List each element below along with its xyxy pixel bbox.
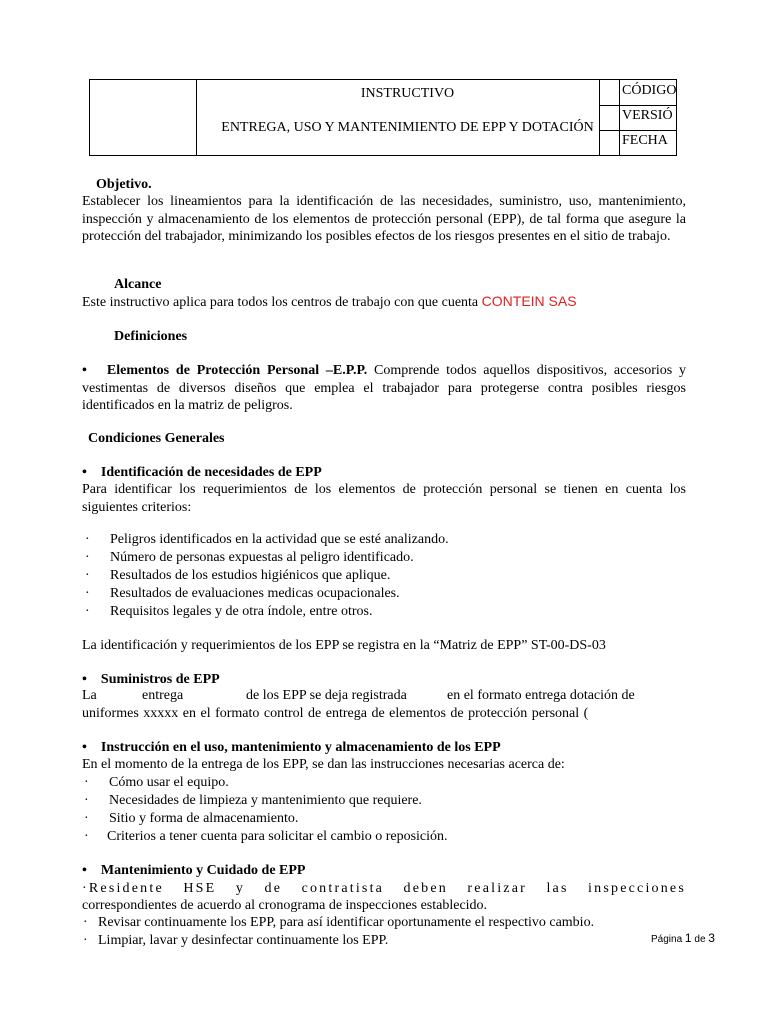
page-number: 1 — [684, 931, 692, 945]
doc-title: ENTREGA, USO Y MANTENIMIENTO DE EPP Y DOTACIÓN — [221, 120, 594, 135]
word-registrada: de los EPP se deja registrada — [246, 688, 407, 703]
mantenimiento-line2: correspondientes de acuerdo al cronograma de inspecciones establecido. — [82, 898, 488, 913]
meta-value-cells — [599, 80, 677, 155]
suministros-heading-line — [82, 671, 220, 689]
version-label: VERSIÓ — [622, 108, 673, 123]
list-item: · Cómo usar el equipo. — [84, 775, 229, 790]
de-label: de — [694, 934, 706, 945]
suministros-bullet: • — [82, 672, 87, 687]
suministros-line1 — [82, 687, 686, 705]
instrucciones-list — [82, 774, 448, 846]
mantenimiento-bullet: • — [82, 863, 87, 878]
word-formato: en el formato entrega dotación de — [447, 688, 635, 703]
list-item: · Limpiar, lavar y desinfectar continuamente los EPP. — [83, 933, 389, 948]
list-item: · Criterios a tener cuenta para solicitar el cambio o reposición. — [84, 829, 448, 844]
version-value — [600, 105, 677, 131]
codigo-value — [600, 80, 677, 106]
codigo-label: CÓDIGO — [622, 83, 677, 98]
list-item: · Requisitos legales y de otra índole, entre otros. — [85, 604, 373, 619]
doc-type: INSTRUCTIVO — [360, 86, 455, 101]
instruccion-intro: En el momento de la entrega de los EPP, se dan las instrucciones necesarias acerca de: — [82, 757, 565, 772]
list-item: · Número de personas expuestas al peligro identificado. — [85, 550, 414, 565]
definicion-epp — [82, 362, 686, 415]
definicion-bullet: • — [82, 363, 87, 378]
registro-text: La identificación y requerimientos de los EPP se registra en la “Matriz de EPP” ST-00-DS-03 — [82, 638, 606, 653]
alcance-line — [82, 293, 686, 312]
logo-cell — [90, 80, 197, 155]
mantenimiento-heading-line — [82, 862, 305, 880]
suministros-line2: uniformes xxxxx en el formato control de entrega de elementos de protección personal ( — [82, 706, 589, 721]
objetivo-heading: Objetivo. — [96, 177, 152, 192]
mantenimiento-line1: ·Residente HSE y de contratista deben realizar las inspecciones — [82, 881, 686, 896]
suministros-heading: Suministros de EPP — [100, 672, 220, 687]
instruccion-bullet: • — [82, 740, 87, 755]
identificacion-intro: Para identificar los requerimientos de los elementos de protección personal se tienen en cuenta los siguientes criterios: — [82, 482, 686, 515]
identificacion-heading-line — [82, 464, 322, 482]
condiciones-heading: Condiciones Generales — [88, 431, 225, 446]
word-la: La — [82, 688, 97, 703]
list-item: · Sitio y forma de almacenamiento. — [84, 811, 299, 826]
identificacion-heading: Identificación de necesidades de EPP — [100, 465, 322, 480]
alcance-heading: Alcance — [114, 277, 162, 292]
list-item: · Resultados de evaluaciones medicas ocupacionales. — [85, 586, 400, 601]
criterios-list — [82, 531, 449, 621]
page-total: 3 — [708, 931, 715, 945]
list-item: · Peligros identificados en la actividad que se esté analizando. — [85, 532, 449, 547]
header-table — [89, 79, 677, 156]
word-entrega: entrega — [142, 688, 184, 703]
list-item: · Revisar continuamente los EPP, para así identificar oportunamente el respectivo cambio. — [83, 915, 595, 930]
page-footer — [651, 931, 715, 945]
definicion-text: Comprende todos aquellos dispositivos, accesorios y vestimentas de diversos diseños que emplea el trabajador para protegerse contra posibles riesgos identificados en la matriz de peligros. — [82, 363, 687, 413]
list-item: · Necesidades de limpieza y mantenimiento que requiere. — [84, 793, 422, 808]
pagina-label: Página — [651, 934, 683, 945]
objetivo-text: Establecer los lineamientos para la identificación de las necesidades, suministro, uso, mantenimiento, inspección y almacenamiento de los elementos de protección personal (EPP), de tal forma que asegure la protección del trabajador, minimizando los posibles efectos de los riesgos presentes en el sitio de trabajo. — [82, 194, 686, 244]
definicion-term: Elementos de Protección Personal –E.P.P. — [106, 363, 368, 378]
fecha-label: FECHA — [622, 133, 668, 148]
definiciones-heading: Definiciones — [114, 329, 188, 344]
alcance-text: Este instructivo aplica para todos los centros de trabajo con que cuenta — [82, 295, 479, 310]
company-name: CONTEIN SAS — [481, 293, 577, 309]
title-cell — [196, 80, 620, 155]
instruccion-heading-line — [82, 739, 501, 757]
mantenimiento-list — [82, 914, 594, 950]
instruccion-heading: Instrucción en el uso, mantenimiento y almacenamiento de los EPP — [100, 740, 501, 755]
list-item: · Resultados de los estudios higiénicos que aplique. — [85, 568, 391, 583]
fecha-value — [600, 130, 677, 155]
mantenimiento-heading: Mantenimiento y Cuidado de EPP — [100, 863, 306, 878]
identificacion-bullet: • — [82, 465, 87, 480]
